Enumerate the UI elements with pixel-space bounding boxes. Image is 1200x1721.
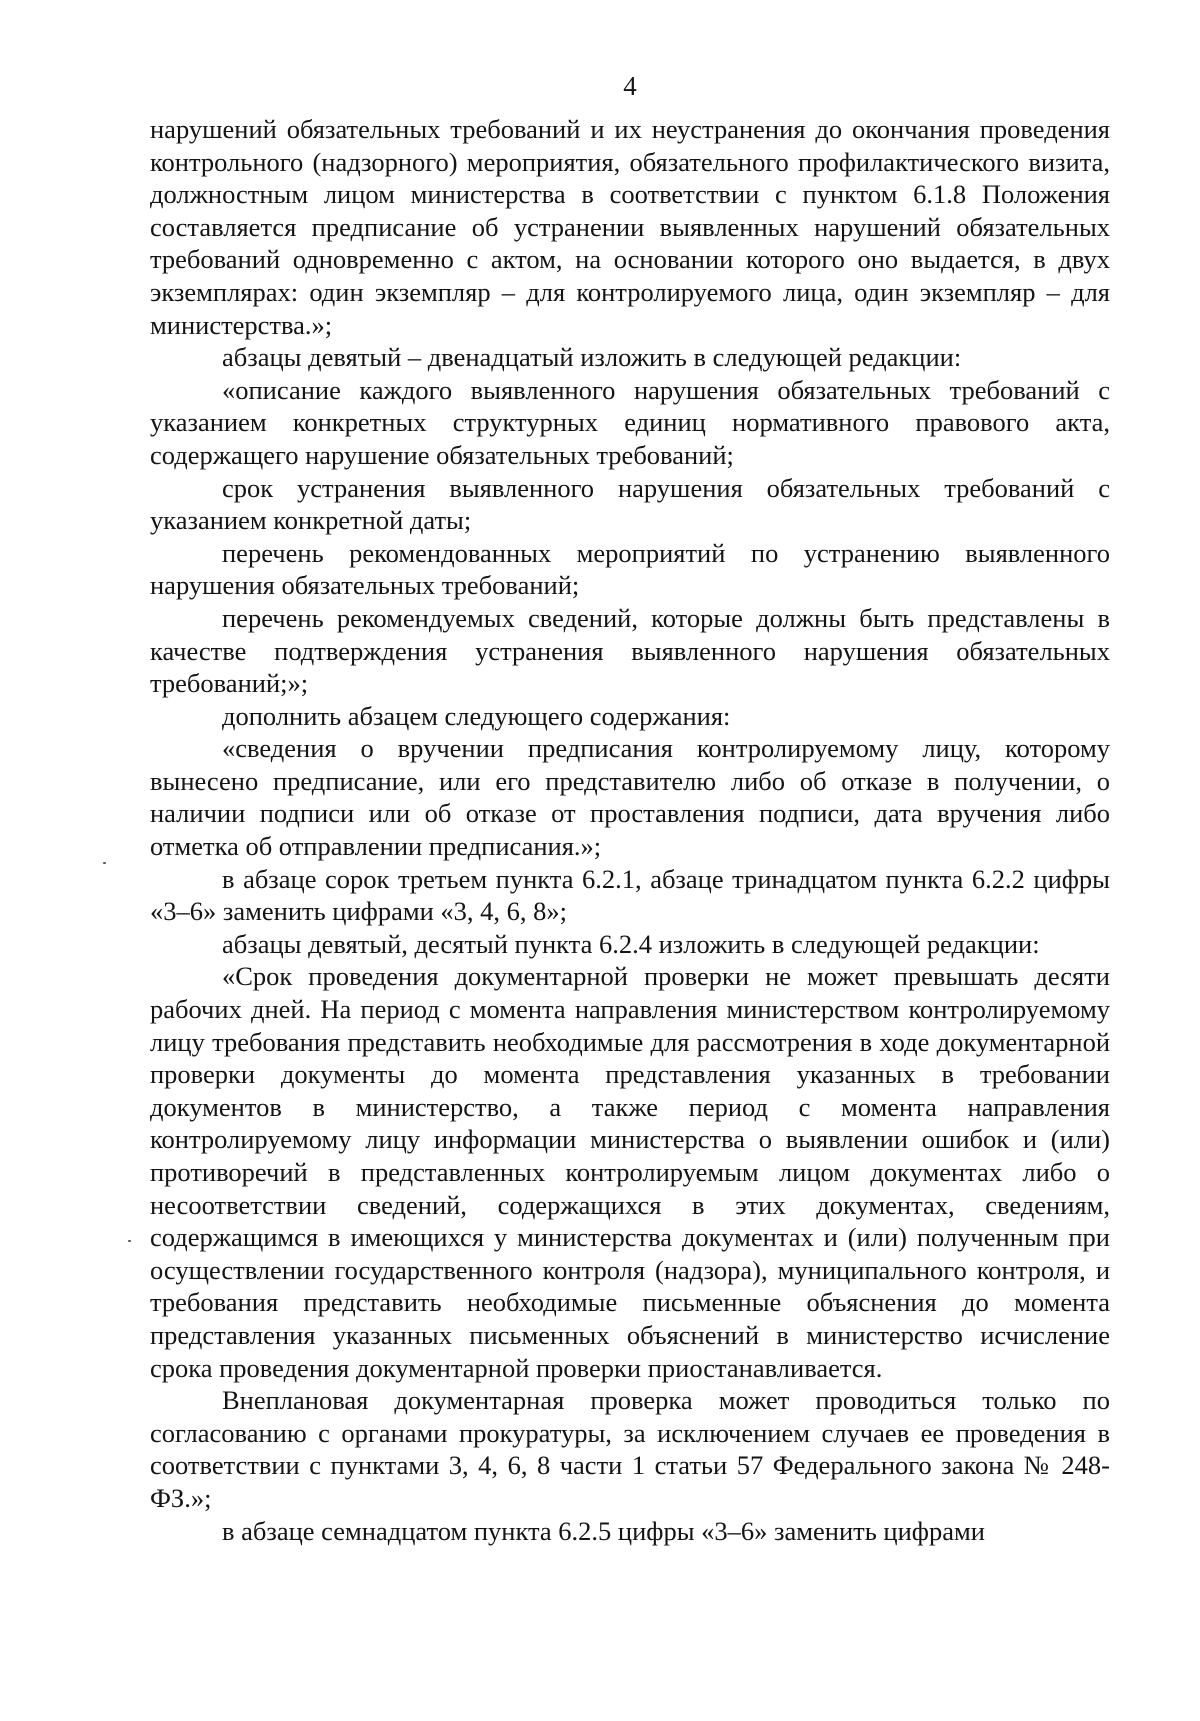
paragraph-13: в абзаце семнадцатом пункта 6.2.5 цифры «3–6» заменить цифрами [222,1515,985,1546]
paragraph-12: Внеплановая документарная проверка может проводиться только по согласованию с органами прокуратуры, за исключением случаев ее проведения в соответствии с пунктами 3, 4, 6, 8 части 1 статьи 57 Федерального закона № 248-ФЗ.»; [150,1385,1110,1513]
paragraph-5: перечень рекомендованных мероприятий по устранению выявленного нарушения обязательных требований; [150,537,1110,601]
paragraph-3: «описание каждого выявленного нарушения обязательных требований с указанием конкретных структурных единиц нормативного правового акта, содержащего нарушение обязательных требований; [150,374,1110,470]
paragraph-4: срок устранения выявленного нарушения обязательных требований с указанием конкретной даты; [150,472,1110,536]
paragraph-10: абзацы девятый, десятый пункта 6.2.4 изложить в следующей редакции: [222,928,1040,959]
paragraph-9: в абзаце сорок третьем пункта 6.2.1, абзаце тринадцатом пункта 6.2.2 цифры «3–6» заменить цифрами «3, 4, 6, 8»; [150,863,1110,927]
paragraph-1: нарушений обязательных требований и их неустранения до окончания проведения контрольного (надзорного) мероприятия, обязательного профилактического визита, должностным лицом министерства в соответствии с пунктом 6.1.8 Положения составляется предписание об устранении выявленных нарушений обязательных требований одновременно с актом, на основании которого оно выдается, в двух экземплярах: один экземпляр – для контролируемого лица, один экземпляр – для министерства.»; [150,114,1110,340]
document-body [150,113,1110,1547]
paragraph-11: «Срок проведения документарной проверки не может превышать десяти рабочих дней. На период с момента направления министерством контролируемому лицу требования представить необходимые для рассмотрения в ходе документарной проверки документы до момента представления указанных в требовании документов в министерство, а также период с момента направления контролируемому лицу информации министерства о выявлении ошибок и (или) противоречий в представленных контролируемым лицом документах либо о несоответствии сведений, содержащихся в этих документах, сведениям, содержащимся в имеющихся у министерства документах и (или) полученным при осуществлении государственного контроля (надзора), муниципального контроля, и требования представить необходимые письменные объяснения до момента представления указанных письменных объяснений в министерство исчисление срока проведения документарной проверки приостанавливается. [150,961,1110,1383]
paragraph-8: «сведения о вручении предписания контролируемому лицу, которому вынесено предписание, или его представителю либо об отказе в получении, о наличии подписи или об отказе от проставления подписи, дата вручения либо отметка об отправлении предписания.»; [150,733,1110,862]
page-number: 4 [623,71,637,101]
paragraph-2: абзацы девятый – двенадцатый изложить в следующей редакции: [222,342,962,373]
paragraph-7: дополнить абзацем следующего содержания: [222,700,731,731]
scan-artifact [128,1240,131,1242]
scan-artifact [103,862,106,864]
paragraph-6: перечень рекомендуемых сведений, которые должны быть представлены в качестве подтверждения устранения выявленного нарушения обязательных требований;»; [150,602,1110,699]
